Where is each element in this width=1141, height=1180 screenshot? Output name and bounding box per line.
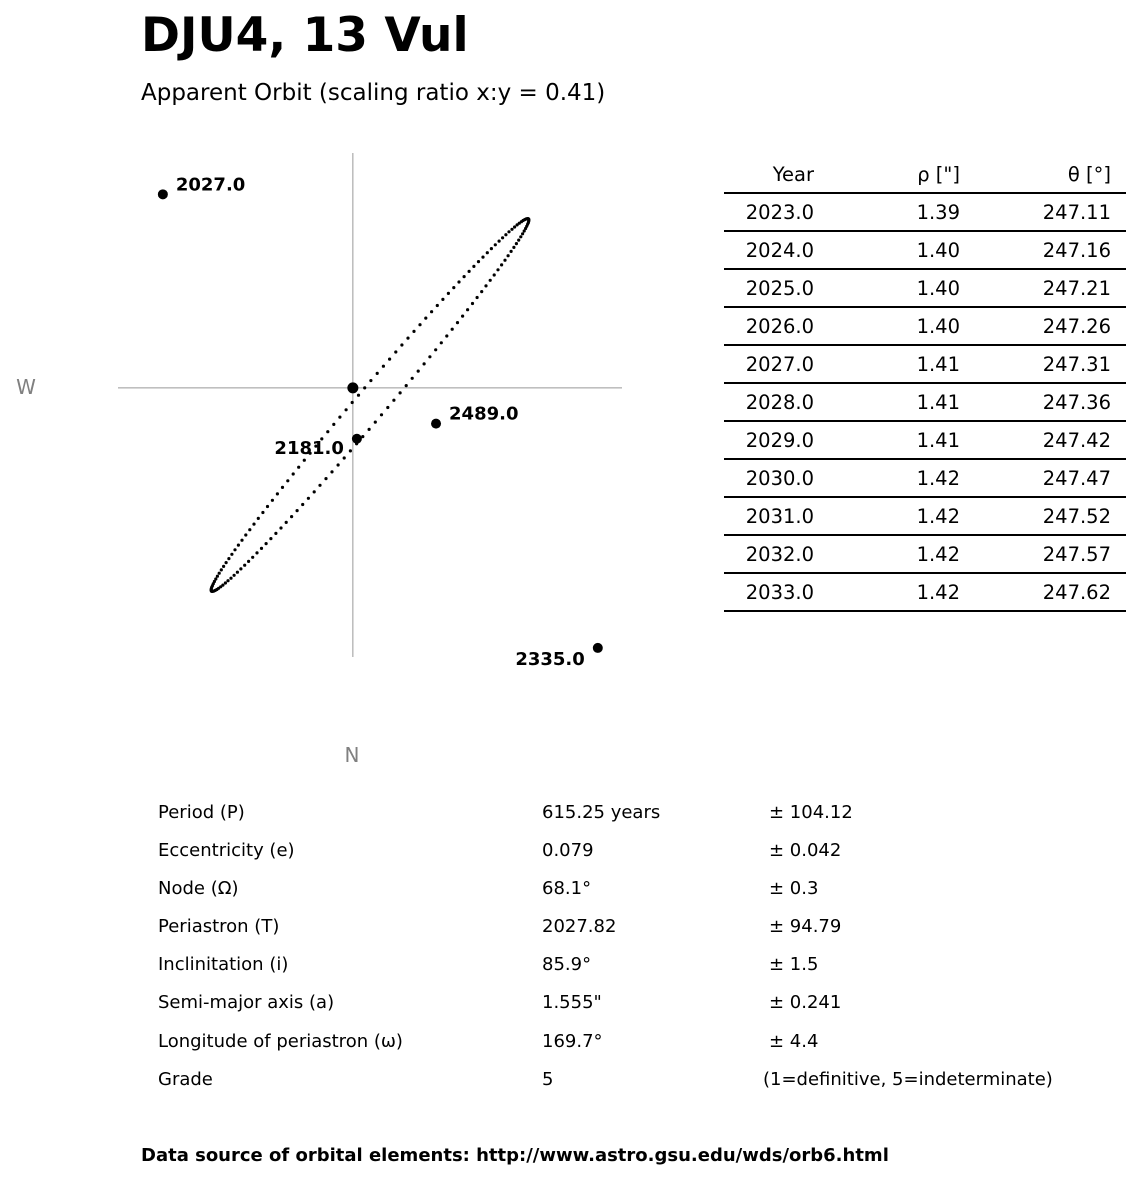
orbit-dot [351,401,354,404]
orbit-dot [216,575,219,578]
table-row [724,497,1126,535]
orbit-dot [363,386,366,389]
orbit-dot [243,564,246,567]
epoch-label: 2489.0 [449,403,519,425]
orbit-dot [424,317,427,320]
orbit-dot [244,533,247,536]
cell-rho: 1.39 [814,193,960,231]
ephemeris-table [724,156,1126,612]
orbit-dot [477,260,480,263]
ephemeris-header-row [724,156,1126,193]
cell-rho: 1.42 [814,573,960,611]
cell-theta: 247.36 [960,383,1126,421]
orbit-dot [481,256,484,259]
orbit-dot [515,242,518,245]
cell-rho: 1.41 [814,345,960,383]
ephemeris-body [724,193,1126,611]
orbit-dot [296,509,299,512]
orbit-dot [503,259,506,262]
cell-year: 2028.0 [724,383,814,421]
cell-theta: 247.31 [960,345,1126,383]
orbit-dot [386,406,389,409]
orbit-dot [237,544,240,547]
orbit-dot [423,362,426,365]
cell-year: 2032.0 [724,535,814,573]
cell-theta: 247.21 [960,269,1126,307]
orbit-dot [519,235,522,238]
table-row [724,269,1126,307]
orbit-dot [457,280,460,283]
orbit-dot [445,334,448,337]
orbit-dot [388,358,391,361]
orbit-dot [290,515,293,518]
page-title: DJU4, 13 Vul [141,8,469,63]
epoch-label: 2335.0 [515,648,585,670]
element-label: Node (Ω) [158,878,239,900]
orbit-dot [227,557,230,560]
epoch-label: 2027.0 [175,174,246,196]
orbit-dot [494,243,497,246]
orbit-dot [303,459,306,462]
orbit-dot [248,528,251,531]
orbit-dot [523,229,526,232]
orbit-dot [486,251,489,254]
cell-year: 2026.0 [724,307,814,345]
marked-epochs [158,174,603,670]
orbit-dot [452,286,455,289]
orbit-dot [233,548,236,551]
element-label: Inclinitation (i) [158,954,289,976]
orbit-dot [297,466,300,469]
table-row [724,307,1126,345]
cell-year: 2030.0 [724,459,814,497]
cell-year: 2024.0 [724,231,814,269]
cell-rho: 1.42 [814,459,960,497]
orbit-dot [472,265,475,268]
orbit-dot [307,497,310,500]
orbit-dot [357,394,360,397]
orbit-dot [225,561,228,564]
orbit-dot [466,308,469,311]
orbit-dot [368,428,371,431]
orbit-dot [220,568,223,571]
orbit-dot [257,517,260,520]
cell-year: 2033.0 [724,573,814,611]
orbit-dot [261,511,264,514]
orbit-dot [463,275,466,278]
orbit-dot [434,348,437,351]
element-label: Period (P) [158,802,245,823]
element-label: Longitude of periastron (ω) [158,1030,403,1052]
orbit-dot [468,270,471,273]
cell-year: 2027.0 [724,345,814,383]
orbit-dot [489,279,492,282]
orbit-dot [313,490,316,493]
orbit-dot [276,492,279,495]
orbit-dot [337,463,340,466]
orbit-dot [376,372,379,375]
element-error: ± 0.3 [769,878,819,900]
orbit-dot [211,590,214,593]
orbit-dot [411,377,414,380]
orbit-dot [476,296,479,299]
orbit-dot [260,547,263,550]
orbit-dot [255,551,258,554]
orbit-dot [374,421,377,424]
orbit-dot [252,523,255,526]
orbit-dot [513,225,516,228]
orbit-dot [471,302,474,305]
cell-theta: 247.47 [960,459,1126,497]
north-label: N [344,743,360,767]
orbit-dot [447,292,450,295]
orbit-dot [412,330,415,333]
column-header-year: Year [724,156,814,193]
plot-axes [118,153,622,657]
orbit-dot [330,470,333,473]
orbit-dot [236,571,239,574]
orbit-dot [266,505,269,508]
orbit-dot [222,565,225,568]
orbit-dot [507,230,510,233]
element-value: 2027.82 [542,916,617,938]
cell-rho: 1.41 [814,421,960,459]
epoch-point [352,434,362,444]
orbit-dot [490,247,493,250]
orbit-dot [496,268,499,271]
element-label: Grade [158,1068,213,1090]
epoch-point [593,643,603,653]
primary-star [347,382,358,393]
column-header-rho: ρ ["] [814,156,960,193]
orbit-dot [251,556,254,559]
orbit-dot [399,391,402,394]
orbit-dot [286,479,289,482]
table-row [724,383,1126,421]
table-row [724,535,1126,573]
orbit-dot [504,233,507,236]
orbit-dot [326,430,329,433]
orbit-plot [0,140,700,770]
cell-year: 2029.0 [724,421,814,459]
orbit-dot [394,350,397,353]
cell-theta: 247.16 [960,231,1126,269]
orbit-dot [510,228,513,231]
orbit-dot [461,315,464,318]
orbit-dot [292,472,295,475]
orbit-dot [265,542,268,545]
orbit-dot [498,240,501,243]
column-header-theta: θ [°] [960,156,1126,193]
orbit-dot [428,355,431,358]
element-value: 85.9° [542,954,592,976]
orbit-dot [480,290,483,293]
west-label: W [16,375,36,399]
orbit-dot [400,343,403,346]
element-error: ± 0.042 [769,840,842,862]
cell-theta: 247.62 [960,573,1126,611]
cell-theta: 247.42 [960,421,1126,459]
data-source-note: Data source of orbital elements: http://www.astro.gsu.edu/wds/orb6.html [141,1145,889,1166]
orbit-dot [338,416,341,419]
orbit-dot [440,341,443,344]
cell-rho: 1.40 [814,307,960,345]
cell-rho: 1.42 [814,497,960,535]
orbit-dot [380,413,383,416]
orbit-dot [500,263,503,266]
orbit-dot [501,236,504,239]
element-error: (1=definitive, 5=indeterminate) [763,1068,1053,1090]
orbit-dot [430,310,433,313]
element-label: Periastron (T) [158,916,280,938]
orbit-dot [345,408,348,411]
element-value: 615.25 years [542,802,661,823]
orbit-dot [493,273,496,276]
orbit-dot [484,284,487,287]
element-value: 0.079 [542,840,594,862]
orbit-dot [521,232,524,235]
table-row [724,345,1126,383]
orbit-dot [271,499,274,502]
table-row [724,421,1126,459]
orbit-dot [318,484,321,487]
epoch-label: 2181.0 [274,437,344,459]
orbit-dot [382,365,385,368]
orbit-dot [436,304,439,307]
element-error: ± 4.4 [769,1030,819,1052]
orbit-dot [332,423,335,426]
element-error: ± 1.5 [769,954,819,976]
element-value: 1.555" [542,992,602,1014]
element-error: ± 94.79 [769,916,842,938]
cell-year: 2025.0 [724,269,814,307]
orbit-dot [418,323,421,326]
orbit-dot [279,526,282,529]
orbit-dot [301,503,304,506]
cell-theta: 247.11 [960,193,1126,231]
epoch-point [158,189,168,199]
table-row [724,573,1126,611]
orbit-dot [224,581,227,584]
cell-theta: 247.57 [960,535,1126,573]
orbit-dot [233,574,236,577]
element-value: 5 [542,1068,554,1090]
orbit-dot [417,370,420,373]
orbit-dot [392,399,395,402]
cell-rho: 1.41 [814,383,960,421]
cell-theta: 247.26 [960,307,1126,345]
element-label: Eccentricity (e) [158,840,295,862]
orbit-dot [285,521,288,524]
orbit-dot [230,553,233,556]
orbit-dot [456,321,459,324]
cell-rho: 1.40 [814,269,960,307]
orbit-dot [349,449,352,452]
element-value: 169.7° [542,1030,603,1052]
element-error: ± 104.12 [769,802,853,823]
element-label: Semi-major axis (a) [158,992,335,1014]
orbit-dot [451,328,454,331]
orbit-dot [510,250,513,253]
orbit-dot [274,532,277,535]
epoch-point [431,419,441,429]
cell-rho: 1.42 [814,535,960,573]
element-value: 68.1° [542,878,592,900]
orbit-dot [281,486,284,489]
cell-rho: 1.40 [814,231,960,269]
orbit-dot [405,384,408,387]
orbit-dot [239,567,242,570]
cell-year: 2031.0 [724,497,814,535]
orbit-dot [324,477,327,480]
orbit-dot [512,246,515,249]
page-subtitle: Apparent Orbit (scaling ratio x:y = 0.41) [141,80,606,106]
table-row [724,231,1126,269]
orbit-dot [240,539,243,542]
cell-year: 2023.0 [724,193,814,231]
cell-theta: 247.52 [960,497,1126,535]
orbit-dot [507,254,510,257]
orbit-dot [247,560,250,563]
element-error: ± 0.241 [769,992,842,1014]
table-row [724,459,1126,497]
orbit-dot [441,298,444,301]
orbit-dot [517,239,520,242]
orbit-dot [369,379,372,382]
orbit-dot [269,537,272,540]
orbit-dot [214,577,217,580]
orbit-dot [406,337,409,340]
orbit-dot [218,572,221,575]
table-row [724,193,1126,231]
orbit-dot [229,577,232,580]
orbit-dot [226,579,229,582]
